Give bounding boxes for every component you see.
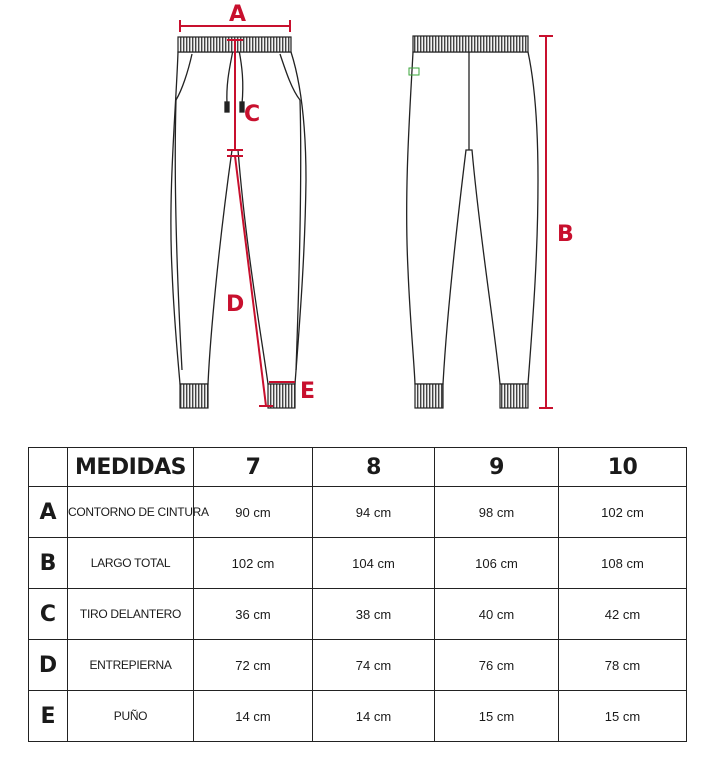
- table-row: [29, 640, 687, 691]
- table-cell: 15 cm: [435, 691, 559, 742]
- dimension-label-d: D: [226, 292, 245, 317]
- measures-header: MEDIDAS: [68, 448, 194, 487]
- table-row: [29, 538, 687, 589]
- table-cell: 14 cm: [313, 691, 435, 742]
- table-cell: 90 cm: [194, 487, 313, 538]
- table-cell: 98 cm: [435, 487, 559, 538]
- row-letter: B: [29, 538, 68, 589]
- front-pocket-left: [176, 54, 192, 100]
- back-cuff-right: [500, 384, 528, 408]
- table-cell: 72 cm: [194, 640, 313, 691]
- table-corner-cell: [29, 448, 68, 487]
- drawstring-right: [239, 50, 243, 104]
- size-header-10: 10: [559, 448, 687, 487]
- table-cell: 106 cm: [435, 538, 559, 589]
- dimension-label-a: A: [229, 2, 247, 27]
- row-label: ENTREPIERNA: [68, 640, 194, 691]
- front-cuff-left: [180, 384, 208, 408]
- size-header-7: 7: [194, 448, 313, 487]
- back-tag: [409, 68, 419, 75]
- front-view-pants: [171, 50, 306, 384]
- dimension-label-e: E: [300, 379, 316, 404]
- table-row: [29, 589, 687, 640]
- table-cell: 76 cm: [435, 640, 559, 691]
- table-cell: 38 cm: [313, 589, 435, 640]
- drawstring-left: [227, 50, 233, 104]
- table-cell: 102 cm: [559, 487, 687, 538]
- row-letter: C: [29, 589, 68, 640]
- front-side-seam-left: [175, 100, 182, 370]
- table-cell: 78 cm: [559, 640, 687, 691]
- front-cuff-right: [268, 384, 295, 408]
- dimension-label-c: C: [244, 102, 261, 127]
- table-cell: 94 cm: [313, 487, 435, 538]
- size-header-9: 9: [435, 448, 559, 487]
- table-row: [29, 691, 687, 742]
- table-row: [29, 487, 687, 538]
- dimension-line-b: [539, 36, 553, 408]
- row-letter: D: [29, 640, 68, 691]
- table-cell: 102 cm: [194, 538, 313, 589]
- table-header-row: [29, 448, 687, 487]
- back-cuff-left: [415, 384, 443, 408]
- front-outline: [171, 52, 306, 384]
- dimension-label-b: B: [557, 222, 574, 247]
- table-cell: 108 cm: [559, 538, 687, 589]
- size-header-8: 8: [313, 448, 435, 487]
- table-cell: 74 cm: [313, 640, 435, 691]
- row-label: PUÑO: [68, 691, 194, 742]
- table-cell: 36 cm: [194, 589, 313, 640]
- back-waistband: [413, 36, 528, 52]
- table-cell: 40 cm: [435, 589, 559, 640]
- size-chart-table: [28, 447, 687, 742]
- table-cell: 14 cm: [194, 691, 313, 742]
- row-label: CONTORNO DE CINTURA: [68, 487, 194, 538]
- row-label: TIRO DELANTERO: [68, 589, 194, 640]
- table-cell: 104 cm: [313, 538, 435, 589]
- row-letter: A: [29, 487, 68, 538]
- row-letter: E: [29, 691, 68, 742]
- table-cell: 15 cm: [559, 691, 687, 742]
- back-view-pants: [407, 52, 538, 384]
- back-outline: [407, 52, 538, 384]
- table-cell: 42 cm: [559, 589, 687, 640]
- row-label: LARGO TOTAL: [68, 538, 194, 589]
